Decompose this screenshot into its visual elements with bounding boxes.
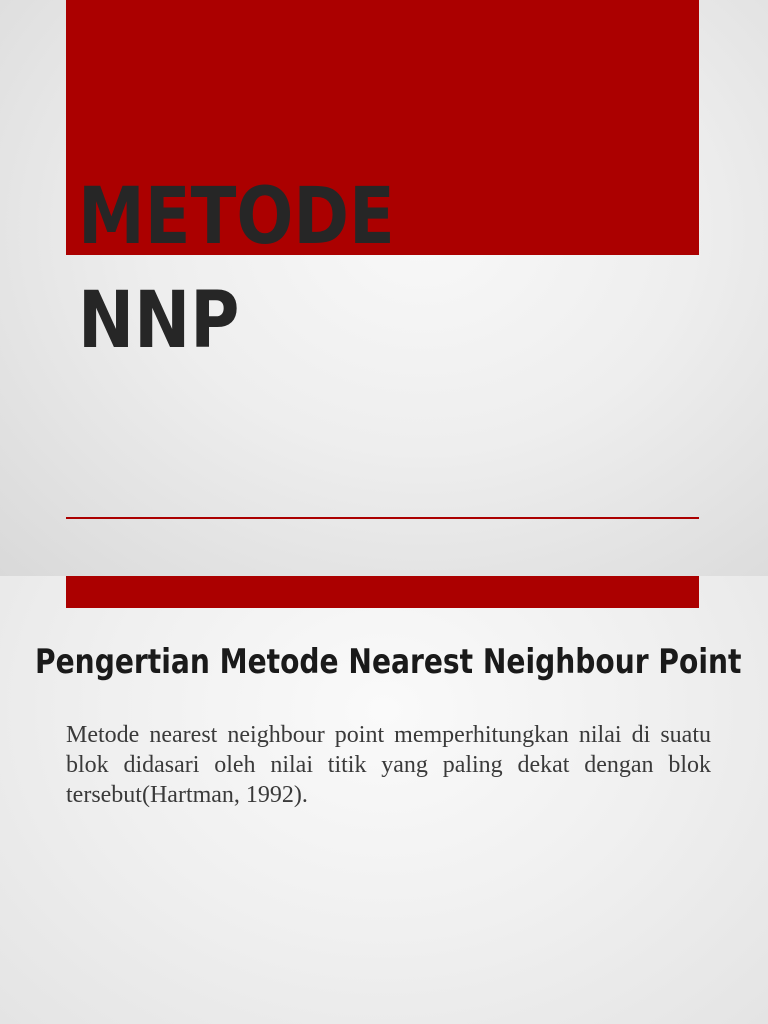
slide-title-line-2: NNP [78,276,240,366]
slide-body-text: Metode nearest neighbour point memperhitungkan nilai di suatu blok didasari oleh nilai titik yang paling dekat dengan blok tersebut(Hartman, 1992). [66,722,711,808]
red-divider-line [66,517,699,519]
slide-title-line-1: METODE [78,172,395,262]
slide-heading: Pengertian Metode Nearest Neighbour Point [35,642,742,682]
content-slide [0,576,768,1024]
red-top-bar [66,576,699,608]
